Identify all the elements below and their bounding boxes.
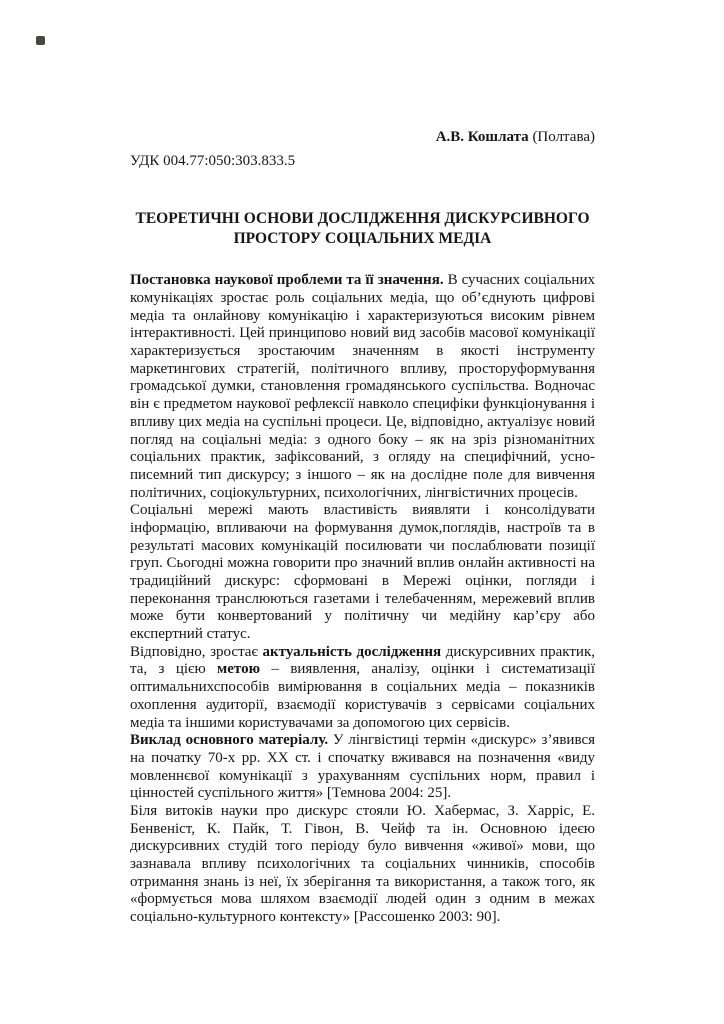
text-run: У лінгвістиці термін «дискурс» з’явився на початку 70-х рр. ХХ ст. і спочатку вживався на позначення «виду мовленнєвої комунікації з урахуванням суспільних норм, правил і цінностей суспільного життя» [Темнова 2004: 25]. (130, 732, 595, 802)
document-title (130, 209, 595, 251)
document-title-line-2: ПРОСТОРУ СОЦІАЛЬНИХ МЕДІА (233, 230, 492, 248)
document-title-line-1: ТЕОРЕТИЧНІ ОСНОВИ ДОСЛІДЖЕННЯ ДИСКУРСИВНОГО (135, 209, 590, 227)
author-affiliation: (Полтава) (528, 129, 595, 145)
scan-artifact-mark (36, 36, 45, 45)
bold-text-run: метою (217, 661, 261, 678)
document-body (130, 272, 595, 926)
paragraph (130, 732, 595, 803)
text-run: дискурсивних практик, та, з цією (130, 643, 595, 678)
paragraph (130, 644, 595, 732)
text-run: Відповідно, зростає (130, 643, 263, 660)
text-run: В сучасних соціальних комунікаціях зростає роль соціальних медіа, що об’єднують цифрові медіа та онлайнову комунікацію і характеризуються високим рівнем інтерактивності. Цей принципово новий вид засобів масової комунікації характеризується зростаючим значенням в якості інструменту маркетингових стратегій, політичного впливу, просторуформування громадської думки, становлення громадянського суспільства. Водночас він є предметом наукової рефлексії навколо специфіки функціонування і впливу цих медіа на суспільні процеси. Це, відповідно, актуалізує новий погляд на соціальні медіа: з одного боку – як на зріз різноманітних соціальних практик, зафіксований, з огляду на специфічний, усно-писемний тип дискурсу; з іншого – як на дослідне поле для вивчення політичних, соціокультурних, психологічних, лінгвістичних процесів. (130, 272, 595, 501)
bold-text-run: Виклад основного матеріалу. (130, 732, 329, 749)
document-content (130, 128, 595, 927)
bold-text-run: актуальність дослідження (262, 643, 442, 660)
udc-number: УДК 004.77:050:303.833.5 (130, 152, 296, 169)
paragraph (130, 272, 595, 502)
paragraph (130, 502, 595, 644)
text-run: – виявлення, аналізу, оцінки і систематизації оптимальнихспособів вимірювання в соціальних медіа – показників охоплення аудиторії, взаємодії користувачів з сервісами соціальних медіа та іншими користувачами за допомогою цих сервісів. (130, 661, 595, 731)
author-name: А.В. Кошлата (435, 129, 529, 145)
text-run: Біля витоків науки про дискурс стояли Ю. Хабермас, З. Харріс, Е. Бенвеніст, К. Пайк, Т. Гівон, В. Чейф та ін. Основною ідеєю дискурсивних студій того періоду було вивчення «живої» мови, що зазнавала впливу психологічних та соціальних чинників, способів отримання знань із неї, їх зберігання та використання, а також того, як «формується мова шляхом взаємодії людей один з одним в межах соціально-культурного контексту» [Рассошенко 2003: 90]. (130, 802, 595, 926)
author-line (130, 128, 595, 147)
bold-text-run: Постановка наукової проблеми та її значення. (130, 272, 444, 289)
paragraph (130, 803, 595, 927)
text-run: Соціальні мережі мають властивість виявляти і консолідувати інформацію, впливаючи на формування думок,поглядів, настроїв та в результаті масових комунікацій посилювати чи послаблювати позиції груп. Сьогодні можна говорити про значний вплив онлайн активності на традиційний дискурс: сформовані в Мережі оцінки, погляди і переконання транслюються газетами і телебаченням, мережевий вплив може бути конвертований у політичну чи медійну кар’єру або експертний статус. (130, 502, 595, 643)
